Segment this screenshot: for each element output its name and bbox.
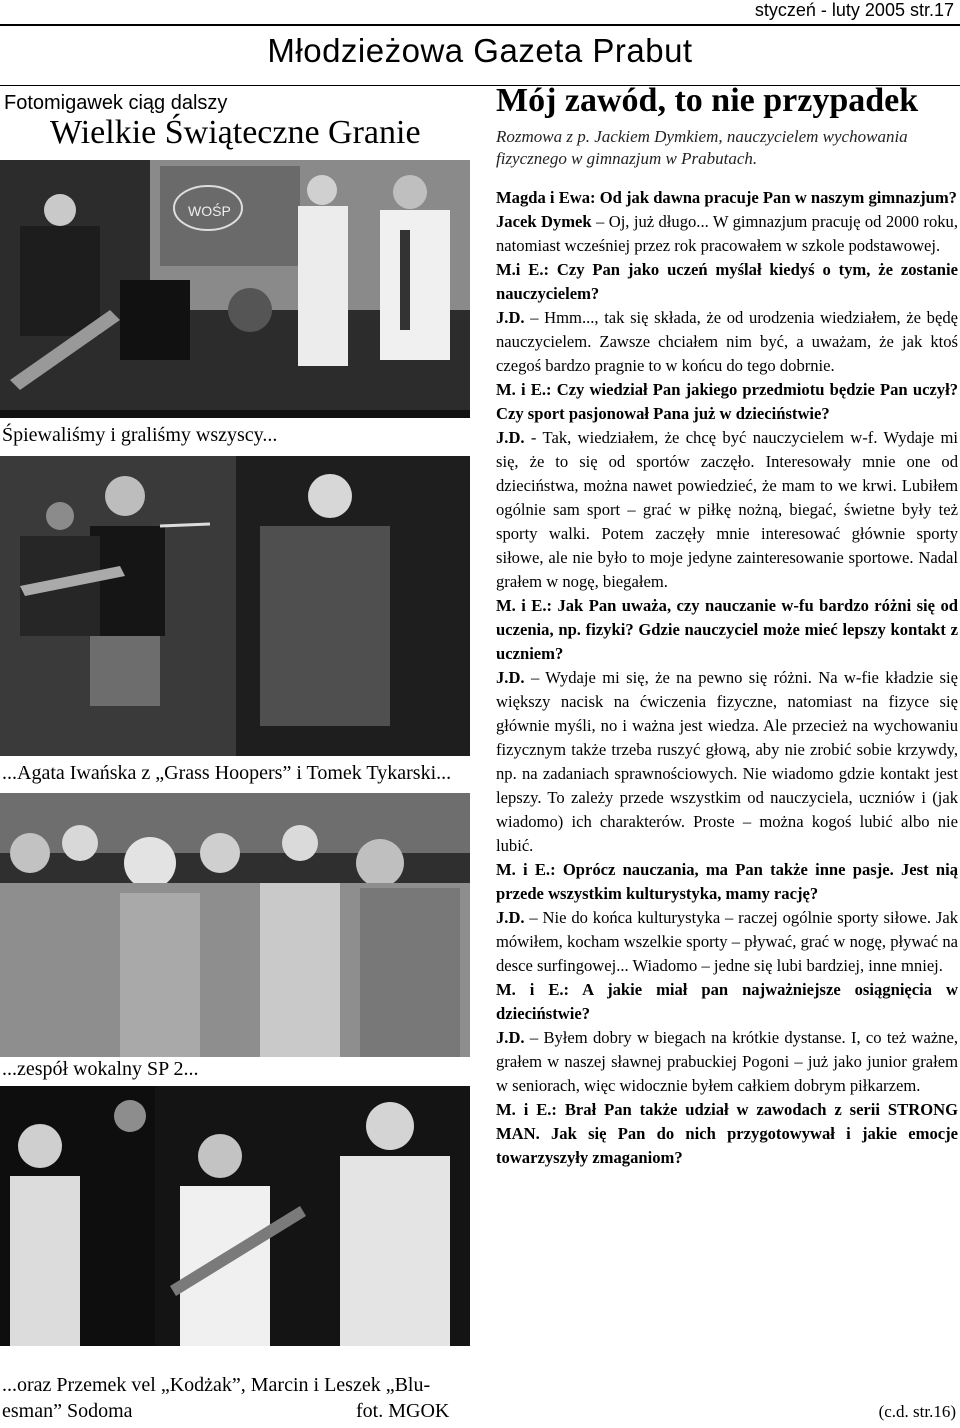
answer: – Hmm..., tak się składa, że od urodzenia wiedziałem, że będę nauczycielem. Zawsze chciałem nim być, a uważam, że jak ktoś czegoś bardzo pragnie to w końcu do tego dobrnie. <box>496 308 958 375</box>
paragraph <box>496 906 958 978</box>
answer: – Byłem dobry w biegach na krótkie dystanse. I, co też ważne, grałem w naszej sławnej prabuckiej Pogoni – już jako junior grałem w seniorach, więc widocznie byłem całkiem dobrym piłkarzem. <box>496 1028 958 1095</box>
caption-2: ...Agata Iwańska z „Grass Hoopers” i Tomek Tykarski... <box>2 762 452 784</box>
caption-4-line1: ...oraz Przemek vel „Kodżak”, Marcin i Leszek „Blu- <box>2 1374 431 1396</box>
speaker: J.D. <box>496 428 525 447</box>
speaker: Jacek Dymek <box>496 212 592 231</box>
answer: – Wydaje mi się, że na pewno się różni. Na w-fie kładzie się większy nacisk na ćwiczenia fizyczne, natomiast na fizyce się głównie myśli, no i ważna jest wiedza. Ale przecież na wychowaniu fizycznym także trzeba ruszyć głową, aby nie zrobić sobie krzywdy, np. na zadaniach sprawnościowych. Nie wiadomo gdzie kontakt jest lepszy. To zależy przede wszystkim od nauczyciela, uczniów i (jak wiadomo) ich charakterów. Proste – można kogoś lubić albo nie lubić. <box>496 668 958 855</box>
paragraph <box>496 858 958 906</box>
paragraph <box>496 666 958 858</box>
section-label: Fotomigawek ciąg dalszy <box>4 92 228 114</box>
caption-1: Śpiewaliśmy i graliśmy wszyscy... <box>2 424 278 446</box>
caption-3: ...zespół wokalny SP 2... <box>2 1058 199 1080</box>
answer: - Tak, wiedziałem, że chcę być nauczycielem w-f. Wydaje mi się, że to się od sportów zaczęło. Interesowały mnie one od dzieciństwa, można nawet powiedzieć, że mam to we krwi. Lubiłem ogólnie sam sport – grać w piłkę nożną, biegać, świetne były też sporty walki. Potem zaczęły mnie interesować głównie sporty siłowe, ale nie było to moje jedyne zainteresowanie sportowe. Nadal grałem w nogę, biegałem. <box>496 428 958 591</box>
paragraph <box>496 978 958 1026</box>
photo-stage-band <box>0 160 470 418</box>
continued-note: (c.d. str.16) <box>878 1402 956 1421</box>
paragraph <box>496 258 958 306</box>
question: M.i E.: Czy Pan jako uczeń myślał kiedyś o tym, że zostanie nauczycielem? <box>496 260 958 303</box>
wosp-sign: WOŚP <box>188 203 231 219</box>
answer: – Oj, już długo... W gimnazjum pracuję od 2000 roku, natomiast wcześniej przez rok pracowałem w szkole podstawowej. <box>496 212 958 255</box>
paragraph <box>496 210 958 258</box>
paragraph <box>496 426 958 594</box>
paragraph <box>496 306 958 378</box>
photo-choir <box>0 793 470 1057</box>
paragraph <box>496 1026 958 1098</box>
speaker: J.D. <box>496 668 525 687</box>
issue-date: styczeń - luty 2005 str.17 <box>754 0 954 20</box>
paragraph <box>496 1098 958 1170</box>
article-lead: Rozmowa z p. Jackiem Dymkiem, nauczycielem wychowania fizycznego w gimnazjum w Prabutach. <box>496 127 908 168</box>
speaker: J.D. <box>496 1028 525 1047</box>
article-body <box>496 186 958 1170</box>
speaker: J.D. <box>496 308 525 327</box>
question: M. i E.: A jakie miał pan najważniejsze osiągnięcia w dzieciństwie? <box>496 980 958 1023</box>
question: Magda i Ewa: Od jak dawna pracuje Pan w naszym gimnazjum? <box>496 188 957 207</box>
caption-4-line2: esman” Sodoma <box>2 1400 133 1422</box>
photo-guitarists <box>0 1086 470 1346</box>
left-headline: Wielkie Świąteczne Granie <box>50 114 421 151</box>
paragraph <box>496 378 958 426</box>
question: M. i E.: Brał Pan także udział w zawodach z serii STRONG MAN. Jak się Pan do nich przygotowywał i jakie emocje towarzyszyły zmaganiom? <box>496 1100 958 1167</box>
masthead-title: Młodzieżowa Gazeta Prabut <box>267 32 693 69</box>
question: M. i E.: Czy wiedział Pan jakiego przedmiotu będzie Pan uczył? Czy sport pasjonował Pana już w dzieciństwie? <box>496 380 958 423</box>
question: M. i E.: Oprócz nauczania, ma Pan także inne pasje. Jest nią przede wszystkim kulturystyka, mamy rację? <box>496 860 958 903</box>
paragraph <box>496 186 958 210</box>
question: M. i E.: Jak Pan uważa, czy nauczanie w-fu bardzo różni się od uczenia, np. fizyki? Gdzie nauczyciel może mieć lepszy kontakt z uczniem? <box>496 596 958 663</box>
speaker: J.D. <box>496 908 525 927</box>
answer: – Nie do końca kulturystyka – raczej ogólnie sporty siłowe. Jak mówiłem, kocham wszelkie sporty – pływać, grać w nogę, pływać na desce surfingowej... Wiadomo – jedne się lubi bardziej, inne mniej. <box>496 908 958 975</box>
article-title: Mój zawód, to nie przypadek <box>496 82 919 119</box>
photo-singers <box>0 456 470 756</box>
paragraph <box>496 594 958 666</box>
photo-credit: fot. MGOK <box>356 1400 450 1422</box>
